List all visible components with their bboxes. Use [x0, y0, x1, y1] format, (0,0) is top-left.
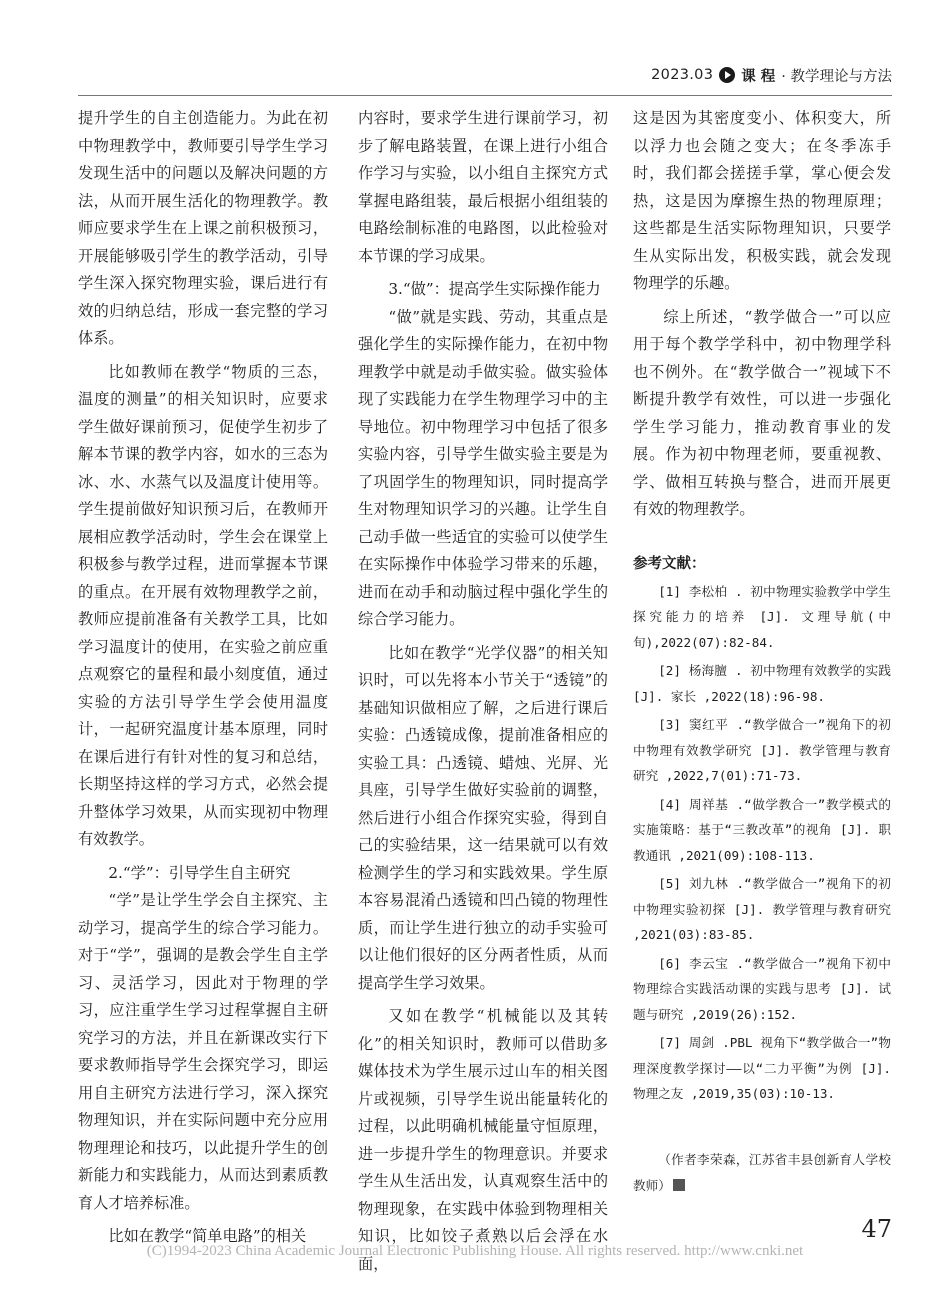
reference-item: [2] 杨海膻 . 初中物理有效教学的实践 [J]. 家长 ,2022(18):96-98. [633, 663, 891, 704]
paragraph: 综上所述，“教学做合一”可以应用于每个教学学科中，初中物理学科也不例外。在“教学做合一”视域下不断提升教学有效性，可以进一步强化学生学习能力，推动教育事业的发展。作为初中物理老师，要重视教、学、做相互转换与整合，进而开展更有效的物理教学。 [633, 307, 891, 518]
paragraph: 内容时，要求学生进行课前学习，初步了解电路装置，在课上进行小组合作学习与实验，以小组自主探究方式掌握电路组装，最后根据小组组装的电路绘制标准的电路图，以此检验对本节课的学习成果。 [358, 109, 608, 265]
column-1 [78, 105, 328, 1251]
play-circle-icon [719, 67, 735, 83]
subheading: 3.“做”：提高学生实际操作能力 [388, 280, 601, 298]
column-3 [633, 105, 891, 1199]
author-note [633, 1147, 891, 1199]
paragraph: 比如教师在教学“物质的三态，温度的测量”的相关知识时，应要求学生做好课前预习，促使学生初步了解本节课的教学内容，如水的三态为冰、水、水蒸气以及温度计使用等。学生提前做好知识预习后，在教师开展相应教学活动时，学生会在课堂上积极参与教学过程，进而掌握本节课的重点。在开展有效物理教学之前，教师应提前准备有关教学工具，比如学习温度计的使用，在实验之前应重点观察它的量程和最小刻度值，通过实验的方法引导学生学会使用温度计，一起研究温度计基本原理，同时在课后进行有针对性的复习和总结，长期坚持这样的学习方式，必然会提升整体学习效果，从而实现初中物理有效教学。 [78, 362, 328, 848]
paragraph: “学”是让学生学会自主探究、主动学习，提高学生的综合学习能力。对于“学”，强调的是教会学生自主学习、灵活学习，因此对于物理的学习，应注重学生学习过程掌握自主研究学习的方法，并且在新课改实行下要求教师指导学生会探究学习，即运用自主研究方法进行学习，深入探究物理知识，并在实际问题中充分应用物理理论和技巧，以此提升学生的创新能力和实践能力，从而达到素质教育人才培养标准。 [78, 891, 328, 1212]
reference-item: [5] 刘九林 .“教学做合一”视角下的初中物理实验初探 [J]. 教学管理与教育研究 ,2021(03):83-85. [633, 876, 891, 942]
reference-item: [7] 周剑 .PBL 视角下“教学做合一”物理深度教学探讨——以“二力平衡”为例 [J]. 物理之友 ,2019,35(03):10-13. [633, 1035, 891, 1101]
reference-item: [4] 周祥基 .“做学教合一”教学模式的实施策略：基于“三教改革”的视角 [J]. 职教通讯 ,2021(09):108-113. [633, 796, 891, 863]
paragraph: 提升学生的自主创造能力。为此在初中物理教学中，教师要引导学生学习发现生活中的问题以及解决问题的方法，从而开展生活化的物理教学。教师应要求学生在上课之前积极预习，开展能够吸引学生的教学活动，引导学生深入探究物理实验，课后进行有效的归纳总结，形成一套完整的学习体系。 [78, 109, 328, 347]
paragraph: 这是因为其密度变小、体积变大，所以浮力也会随之变大；在冬季冻手时，我们都会搓搓手掌，掌心便会发热，这是因为摩擦生热的物理原理；这些都是生活实际物理知识，只要学生从实际出发，积极实践，就会发现物理学的乐趣。 [633, 109, 891, 292]
references-heading: 参考文献： [633, 555, 706, 572]
paragraph: 又如在教学“机械能以及其转化”的相关知识时，教师可以借助多媒体技术为学生展示过山车的相关图片或视频，引导学生说出能量转化的过程，以此明确机械能量守恒原理，进一步提升学生的物理意识。并要求学生从生活出发，认真观察生活中的物理现象，在实践中体验到物理相关知识，比如饺子煮熟以后会浮在水面， [358, 1007, 608, 1273]
subheading: 2.“学”：引导学生自主研究 [108, 863, 291, 882]
page-number: 47 [861, 1215, 892, 1243]
section-name: 课 程 [741, 68, 776, 85]
copyright-footer: (C)1994-2023 China Academic Journal Electronic Publishing House. All rights reserved. http://www.cnki.net [146, 1243, 804, 1259]
author-text: （作者李荣森，江苏省丰县创新育人学校教师） [633, 1151, 891, 1193]
paragraph: 比如在教学“简单电路”的相关 [108, 1227, 307, 1245]
column-2 [358, 105, 608, 1278]
subsection-name: · 教学理论与方法 [781, 68, 892, 85]
header-divider [78, 95, 892, 96]
reference-item: [6] 李云宝 .“教学做合一”视角下初中物理综合实践活动课的实践与思考 [J]. 试题与研究 ,2019(26):152. [633, 955, 891, 1022]
reference-item: [1] 李松柏 . 初中物理实验教学中学生探究能力的培养 [J]. 文理导航(中旬),2022(07):82-84. [633, 583, 891, 650]
issue-date: 2023.03 [651, 67, 714, 83]
paragraph: 比如在教学“光学仪器”的相关知识时，可以先将本小节关于“透镜”的基础知识做相应了解，之后进行课后实验：凸透镜成像，提前准备相应的实验工具：凸透镜、蜡烛、光屏、光具座，引导学生做好实验前的调整，然后进行小组合作探究实验，得到自己的实验结果，这一结果就可以有效检测学生的学习和实践效果。学生原本容易混淆凸透镜和凹凸镜的物理性质，而让学生进行独立的动手实验可以让他们很好的区分两者性质，从而提高学生学习效果。 [358, 643, 608, 992]
paragraph: “做”就是实践、劳动，其重点是强化学生的实际操作能力，在初中物理教学中就是动手做实验。做实验体现了实践能力在学生物理学习中的主导地位。初中物理学习中包括了很多实验内容，引导学生做实验主要是为了巩固学生的物理知识，同时提高学生对物理知识学习的兴趣。让学生自己动手做一些适宜的实验可以使学生在实际操作中体验学习带来的乐趣，进而在动手和动脑过程中强化学生的综合学习能力。 [358, 307, 608, 628]
end-mark-icon [673, 1179, 685, 1191]
reference-item: [3] 窦红平 .“教学做合一”视角下的初中物理有效教学研究 [J]. 教学管理与教育研究 ,2022,7(01):71-73. [633, 717, 891, 783]
running-header [651, 64, 892, 86]
